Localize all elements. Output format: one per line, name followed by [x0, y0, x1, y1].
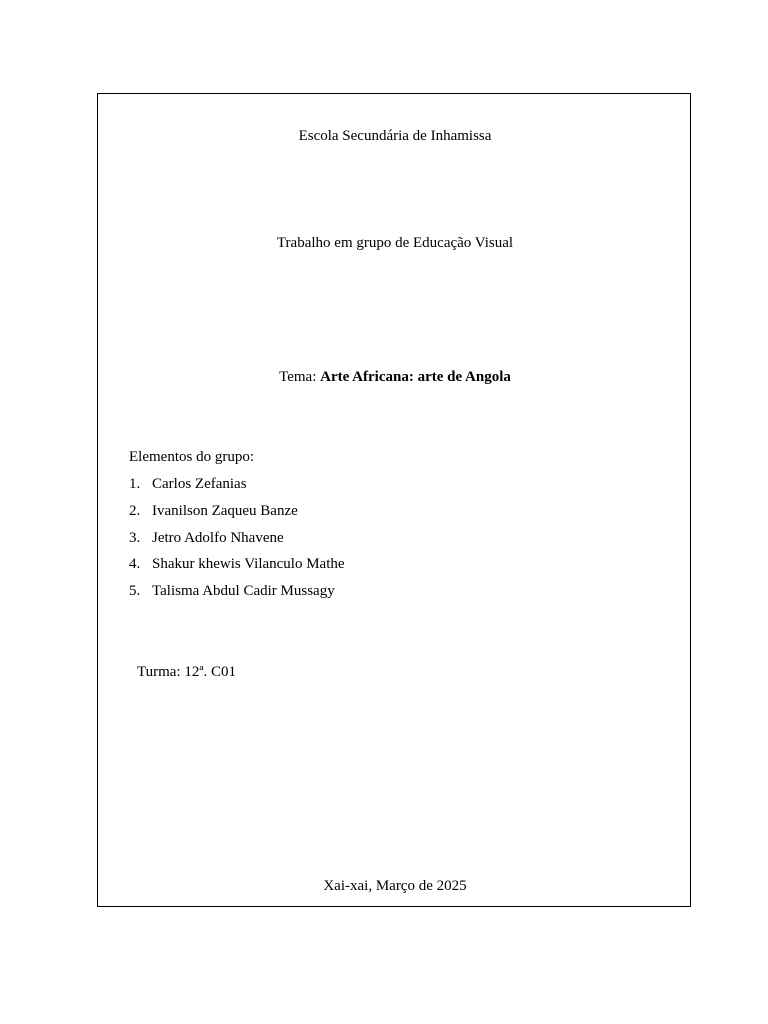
topic-line: [98, 368, 692, 386]
list-item-name: Shakur khewis Vilanculo Mathe: [152, 556, 345, 573]
list-item-name: Talisma Abdul Cadir Mussagy: [152, 583, 335, 600]
list-item: [129, 502, 345, 529]
list-item-number: 1.: [129, 476, 141, 492]
members-list: [129, 475, 345, 609]
members-heading: Elementos do grupo:: [129, 449, 254, 465]
list-item-name: Carlos Zefanias: [152, 476, 247, 492]
list-item-number: 4.: [129, 556, 141, 573]
class-info: Turma: 12ª. C01: [137, 664, 237, 680]
school-name: Escola Secundária de Inhamissa: [298, 128, 492, 144]
list-item-number: 2.: [129, 502, 141, 519]
list-item: [129, 555, 345, 582]
cover-page-frame: [97, 93, 691, 907]
list-item-number: 5.: [129, 583, 141, 600]
list-item-number: 3.: [129, 529, 141, 546]
place-date: Xai-xai, Março de 2025: [323, 878, 467, 894]
work-title: Trabalho em grupo de Educação Visual: [276, 235, 514, 251]
list-item: [129, 475, 345, 502]
topic-label: Tema:: [279, 369, 321, 385]
list-item: [129, 529, 345, 556]
list-item-name: Jetro Adolfo Nhavene: [152, 529, 284, 546]
list-item: [129, 582, 345, 609]
list-item-name: Ivanilson Zaqueu Banze: [152, 502, 298, 519]
topic-value: Arte Africana: arte de Angola: [320, 369, 511, 385]
